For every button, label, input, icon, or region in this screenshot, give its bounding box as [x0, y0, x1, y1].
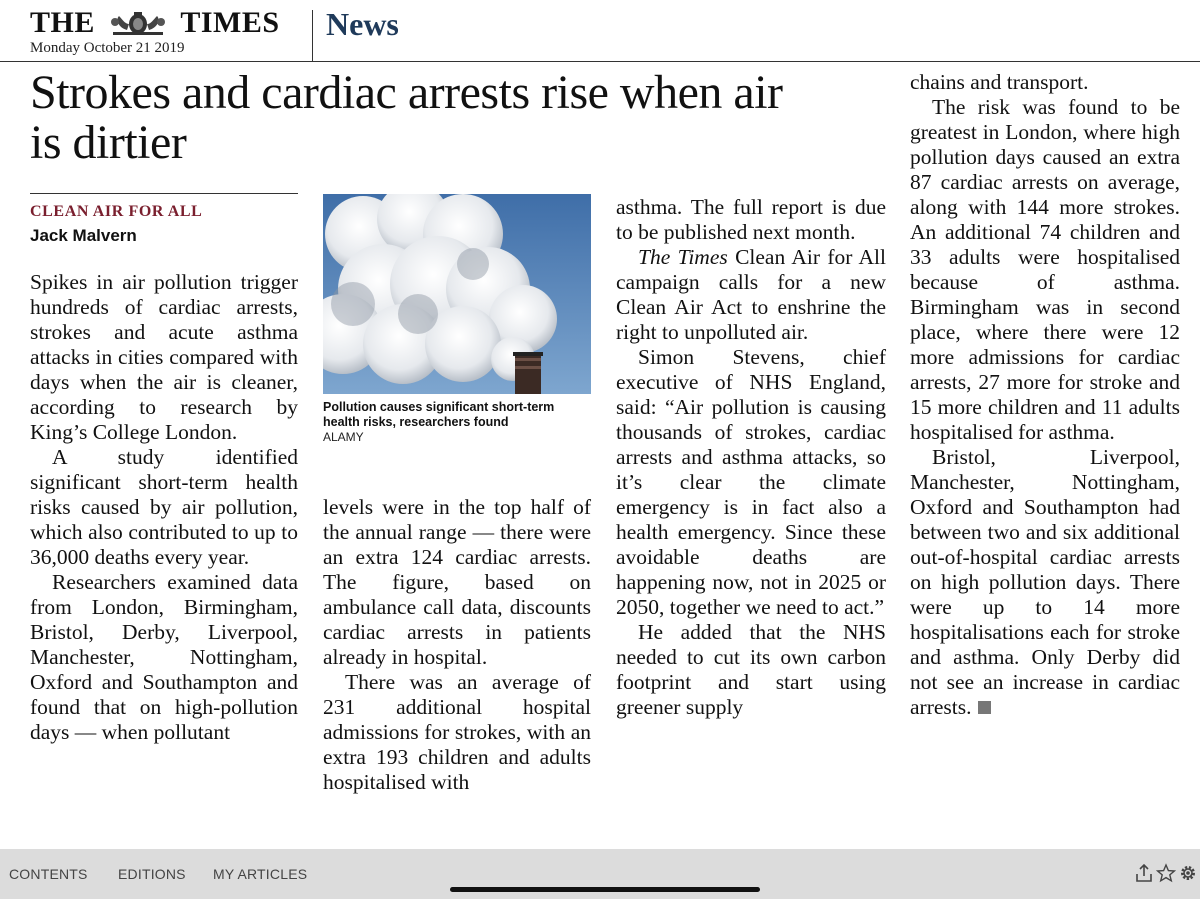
- headline-line-2: is dirtier: [30, 116, 187, 169]
- my-articles-button[interactable]: MY ARTICLES: [213, 866, 308, 882]
- article-column-4: [910, 70, 1180, 720]
- paragraph: Simon Stevens, chief executive of NHS England, said: “Air pollution is causing thousands of strokes, cardiac arrests and asthma attacks, so it’s clear the climate emergency is in fact also a health emergency. Since these avoidable deaths are happening now, not in 2025 or 2050, together we need to act.”: [616, 345, 886, 619]
- paragraph: The risk was found to be greatest in London, where high pollution days caused an extra 87 cardiac arrests on average, along with 144 more strokes. An additional 74 children and 33 adults were hospitalised because of asthma. Birmingham was in second place, where there were 12 more admissions for cardiac arrests, 27 more for stroke and 15 more children and 11 adults hospitalised for asthma.: [910, 95, 1180, 444]
- paragraph: Spikes in air pollution trigger hundreds of cardiac arrests, strokes and acute asthma attacks in cities compared with days when the air is cleaner, according to research by King’s College London.: [30, 270, 298, 444]
- editions-button[interactable]: EDITIONS: [118, 866, 186, 882]
- masthead-divider: [312, 10, 313, 62]
- star-icon[interactable]: [1156, 863, 1176, 883]
- paragraph-text: Bristol, Liverpool, Manchester, Nottingham, Oxford and Southampton had between two and six additional out-of-hospital cardiac arrests on high pollution days. There were up to 14 more hospitalisations each for stroke and asthma. Only Derby did not see an increase in cardiac arrests.: [910, 445, 1180, 719]
- campaign-kicker: CLEAN AIR FOR ALL: [30, 203, 203, 220]
- end-of-article-icon: [978, 701, 991, 714]
- share-icon[interactable]: [1134, 863, 1154, 883]
- paragraph: [910, 445, 1180, 720]
- paragraph: There was an average of 231 additional hospital admissions for strokes, with an extra 193 children and adults hospitalised with: [323, 670, 591, 794]
- gear-icon[interactable]: [1178, 863, 1198, 883]
- paragraph: asthma. The full report is due to be published next month.: [616, 195, 886, 244]
- home-indicator[interactable]: [450, 887, 760, 892]
- paragraph: A study identified significant short-term health risks caused by air pollution, which also contributed to up to 36,000 deaths every year.: [30, 445, 298, 569]
- publication-name: The Times: [638, 245, 728, 269]
- paragraph: chains and transport.: [910, 70, 1089, 94]
- paragraph: [616, 245, 886, 345]
- royal-crest-icon: [105, 10, 171, 36]
- headline-line-1: Strokes and cardiac arrests rise when air: [30, 66, 783, 119]
- article-column-2: [323, 495, 591, 795]
- masthead: [0, 0, 1200, 64]
- logo-word-the: THE: [30, 6, 95, 39]
- photo-credit: ALAMY: [323, 430, 364, 444]
- article-photo[interactable]: [323, 194, 591, 394]
- caption-text: Pollution causes significant short-term health risks, researchers found: [323, 400, 555, 429]
- contents-button[interactable]: CONTENTS: [9, 866, 88, 882]
- bottom-toolbar: [0, 849, 1200, 899]
- paragraph: He added that the NHS needed to cut its own carbon footprint and start using greener supply: [616, 620, 886, 719]
- author-byline: Jack Malvern: [30, 226, 137, 245]
- paragraph: Researchers examined data from London, Birmingham, Bristol, Derby, Liverpool, Manchester, Nottingham, Oxford and Southampton and found that on high-pollution days — when pollutant: [30, 570, 298, 744]
- paragraph-text: Clean Air for All campaign calls for a new Clean Air Act to enshrine the right to unpolluted air.: [616, 245, 886, 344]
- article-column-3: [616, 195, 886, 720]
- byline-rule: [30, 193, 298, 194]
- article-column-1: [30, 270, 298, 745]
- masthead-rule: [0, 61, 1200, 62]
- photo-caption: [323, 400, 591, 445]
- newspaper-logo: [30, 6, 280, 40]
- article-headline: [30, 68, 890, 168]
- smokestack-photo-image: [323, 194, 591, 394]
- logo-word-times: TIMES: [180, 6, 280, 39]
- section-title: News: [326, 6, 399, 42]
- paragraph: levels were in the top half of the annual range — there were an extra 124 cardiac arrests. The figure, based on ambulance call data, discounts cardiac arrests in patients already in hospital.: [323, 495, 591, 669]
- edition-date: Monday October 21 2019: [30, 40, 185, 56]
